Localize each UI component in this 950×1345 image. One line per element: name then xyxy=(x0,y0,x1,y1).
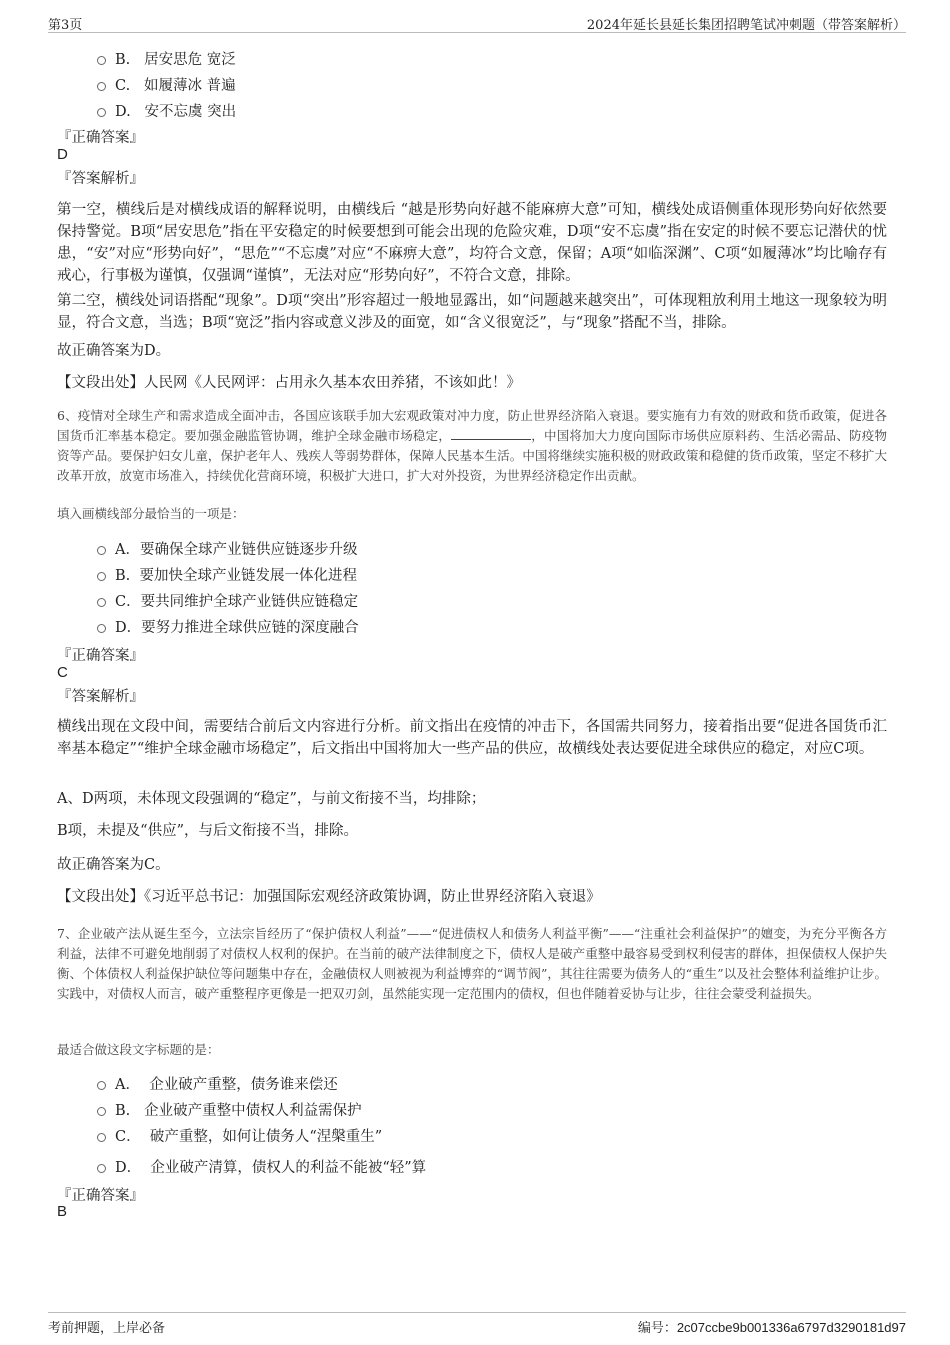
page-footer xyxy=(48,1312,906,1336)
q7-option-a[interactable]: A． 企业破产重整，债务谁来偿还 xyxy=(97,1073,338,1094)
document-id: 编号：2c07ccbe9b001336a6797d3290181d97 xyxy=(637,1320,906,1336)
radio-icon[interactable] xyxy=(97,1081,106,1090)
q6-analysis-label: 『答案解析』 xyxy=(57,689,144,705)
page-header xyxy=(48,0,906,33)
q7-answer-label: 『正确答案』 xyxy=(57,1188,144,1204)
radio-icon[interactable] xyxy=(97,572,106,581)
radio-icon[interactable] xyxy=(97,1164,106,1173)
q7-option-c[interactable]: C． 破产重整，如何让债务人“涅槃重生” xyxy=(97,1125,382,1146)
q7-option-d[interactable]: D． 企业破产清算，债权人的利益不能被“轻”算 xyxy=(97,1156,426,1177)
q5-analysis-label: 『答案解析』 xyxy=(57,171,144,187)
fill-blank xyxy=(451,427,531,440)
q6-option-a[interactable]: A．要确保全球产业链供应链逐步升级 xyxy=(97,538,357,559)
q5-analysis-paragraph: 第一空，横线后是对横线成语的解释说明，由横线后 “越是形势向好越不能麻痹大意”可知，横线处成语侧重体现形势向好依然要保持警觉。B项“居安思危”指在平安稳定的时候要想到可能会出现的危险灾难，D项“安不忘虞”指在安定的时候不要忘记潜伏的忧患，“安”对应“形势向好”，“思危”“不忘虞”对应“不麻痹大意”，均符合文意，保留；A项“如临深渊”、C项“如履薄冰”均比喻存有戒心，行事极为谨慎，仅强调“谨慎”，无法对应“形势向好”，不符合文意，排除。 xyxy=(57,202,887,284)
q6-conclusion: 故正确答案为C。 xyxy=(57,857,170,873)
radio-icon[interactable] xyxy=(97,108,106,117)
radio-icon[interactable] xyxy=(97,546,106,555)
page-number: 第3页 xyxy=(48,18,83,33)
q5-source: 【文段出处】人民网《人民网评：占用永久基本农田养猪，不该如此！》 xyxy=(57,375,521,391)
q6-answer-label: 『正确答案』 xyxy=(57,648,144,664)
q7-option-b[interactable]: B. 企业破产重整中债权人利益需保护 xyxy=(97,1099,362,1120)
q6-answer: C xyxy=(57,664,68,681)
document-title: 2024年延长县延长集团招聘笔试冲刺题（带答案解析） xyxy=(586,18,906,33)
radio-icon[interactable] xyxy=(97,56,106,65)
q6-analysis-paragraph: A、D两项，未体现文段强调的“稳定”，与前文衔接不当，均排除； xyxy=(57,791,486,807)
radio-icon[interactable] xyxy=(97,82,106,91)
q5-conclusion: 故正确答案为D。 xyxy=(57,343,171,359)
q5-answer-label: 『正确答案』 xyxy=(57,130,144,146)
q5-answer: D xyxy=(57,146,68,163)
radio-icon[interactable] xyxy=(97,598,106,607)
q5-analysis-paragraph: 第二空，横线处词语搭配“现象”。D项“突出”形容超过一般地显露出，如“问题越来越突出”，可体现粗放利用土地这一现象较为明显，符合文意，当选；B项“宽泛”指内容或意义涉及的面宽，如“含义很宽泛”，与“现象”搭配不当，排除。 xyxy=(57,293,887,331)
q7-stem: 7、企业破产法从诞生至今，立法宗旨经历了“保护债权人利益”——“促进债权人和债务人利益平衡”——“注重社会利益保护”的嬗变，为充分平衡各方利益，法律不可避免地削弱了对债权人权利的保护。在当前的破产法律制度之下，债权人是破产重整中最容易受到权利侵害的群体，担保债权人保护失衡、个体债权人利益保护缺位等问题集中存在，金融债权人则被视为利益博弈的“调节阀”，其往往需要为债务人的“重生”以及社会整体利益维护让步。实践中，对债权人而言，破产重整程序更像是一把双刃剑，虽然能实现一定范围内的债权，但也伴随着妥协与让步，往往会蒙受利益损失。 xyxy=(57,926,887,1001)
footer-slogan: 考前押题，上岸必备 xyxy=(48,1321,166,1336)
radio-icon[interactable] xyxy=(97,1107,106,1116)
q6-source: 【文段出处】《习近平总书记：加强国际宏观经济政策协调，防止世界经济陷入衰退》 xyxy=(57,889,601,905)
q5-option-b[interactable]: B. 居安思危 宽泛 xyxy=(97,48,236,69)
q6-analysis-paragraph: B项，未提及“供应”，与后文衔接不当，排除。 xyxy=(57,823,358,839)
q6-option-d[interactable]: D．要努力推进全球供应链的深度融合 xyxy=(97,616,359,637)
q6-analysis-paragraph: 横线出现在文段中间，需要结合前后文内容进行分析。前文指出在疫情的冲击下，各国需共同努力，接着指出要“促进各国货币汇率基本稳定”“维护全球金融市场稳定”，后文指出中国将加大一些产品的供应，故横线处表达要促进全球供应的稳定，对应C项。 xyxy=(57,719,887,757)
q6-stem: 6、疫情对全球生产和需求造成全面冲击，各国应该联手加大宏观政策对冲力度，防止世界经济陷入衰退。要实施有力有效的财政和货币政策，促进各国货币汇率基本稳定。要加强金融监管协调，维护全球金融市场稳定， ，中国将加大力度向国际市场供应原料药、生活必需品、防疫物资等产品。要保护妇女儿童，保护老年人、残疾人等弱势群体，保障人民基本生活。中国将继续实施积极的财政政策和稳健的货币政策，坚定不移扩大改革开放，放宽市场准入，持续优化营商环境，积极扩大进口，扩大对外投资，为世界经济稳定作出贡献。 xyxy=(57,408,887,483)
q5-option-d[interactable]: D. 安不忘虞 突出 xyxy=(97,100,236,121)
radio-icon[interactable] xyxy=(97,624,106,633)
q7-prompt: 最适合做这段文字标题的是： xyxy=(57,1042,220,1057)
q6-option-c[interactable]: C．要共同维护全球产业链供应链稳定 xyxy=(97,590,358,611)
radio-icon[interactable] xyxy=(97,1133,106,1142)
q6-option-b[interactable]: B. 要加快全球产业链发展一体化进程 xyxy=(97,564,357,585)
q7-answer: B xyxy=(57,1203,68,1220)
q6-prompt: 填入画横线部分最恰当的一项是： xyxy=(57,506,245,521)
q5-option-c[interactable]: C. 如履薄冰 普遍 xyxy=(97,74,236,95)
